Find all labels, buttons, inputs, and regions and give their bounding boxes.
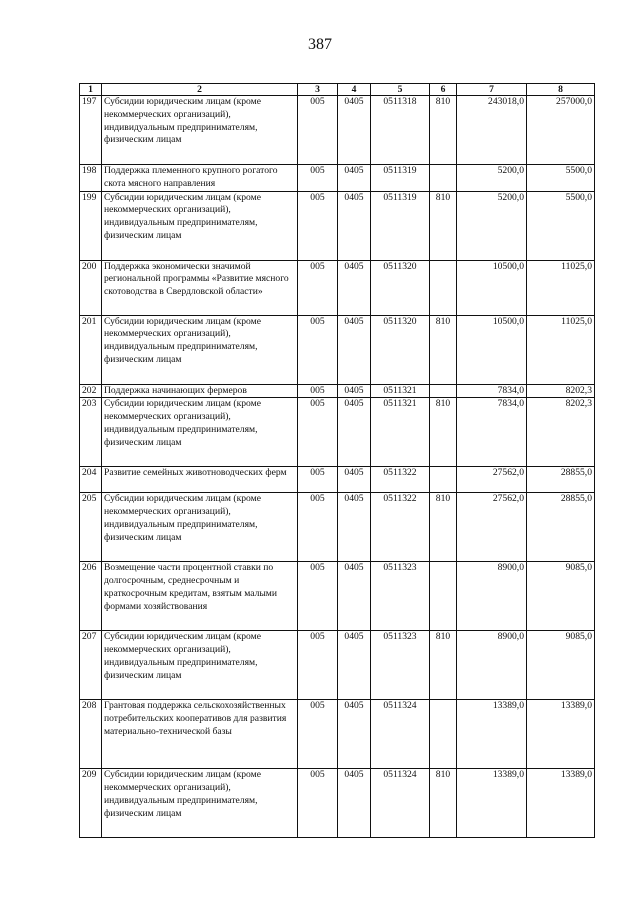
column-header: 1 bbox=[80, 84, 102, 96]
ministry-code: 005 bbox=[298, 315, 338, 384]
amount-year-1: 10500,0 bbox=[457, 260, 527, 315]
row-number: 203 bbox=[80, 398, 102, 467]
row-number: 201 bbox=[80, 315, 102, 384]
target-article-code: 0511318 bbox=[371, 96, 430, 165]
amount-year-1: 27562,0 bbox=[457, 467, 527, 493]
header-row bbox=[80, 84, 595, 96]
table-row bbox=[80, 191, 595, 260]
amount-year-1: 5200,0 bbox=[457, 165, 527, 192]
row-name: Субсидии юридическим лицам (кроме некоммерческих организаций), индивидуальным предпринимателям, физическим лицам bbox=[102, 769, 298, 838]
ministry-code: 005 bbox=[298, 398, 338, 467]
amount-year-2: 5500,0 bbox=[527, 191, 595, 260]
amount-year-2: 9085,0 bbox=[527, 562, 595, 631]
row-name: Грантовая поддержка сельскохозяйственных потребительских кооперативов для развития материально-технической базы bbox=[102, 700, 298, 769]
target-article-code: 0511319 bbox=[371, 165, 430, 192]
amount-year-2: 13389,0 bbox=[527, 700, 595, 769]
expense-type-code: 810 bbox=[430, 191, 457, 260]
target-article-code: 0511324 bbox=[371, 769, 430, 838]
amount-year-2: 257000,0 bbox=[527, 96, 595, 165]
target-article-code: 0511321 bbox=[371, 384, 430, 398]
amount-year-1: 13389,0 bbox=[457, 769, 527, 838]
table-row bbox=[80, 631, 595, 700]
ministry-code: 005 bbox=[298, 191, 338, 260]
row-name: Субсидии юридическим лицам (кроме некоммерческих организаций), индивидуальным предпринимателям, физическим лицам bbox=[102, 398, 298, 467]
expense-type-code bbox=[430, 384, 457, 398]
row-number: 200 bbox=[80, 260, 102, 315]
amount-year-1: 27562,0 bbox=[457, 493, 527, 562]
ministry-code: 005 bbox=[298, 562, 338, 631]
row-number: 205 bbox=[80, 493, 102, 562]
table-row bbox=[80, 260, 595, 315]
amount-year-2: 11025,0 bbox=[527, 260, 595, 315]
ministry-code: 005 bbox=[298, 493, 338, 562]
row-number: 206 bbox=[80, 562, 102, 631]
amount-year-1: 13389,0 bbox=[457, 700, 527, 769]
row-name: Поддержка племенного крупного рогатого скота мясного направления bbox=[102, 165, 298, 192]
section-code: 0405 bbox=[338, 260, 371, 315]
ministry-code: 005 bbox=[298, 631, 338, 700]
page-number: 387 bbox=[308, 36, 332, 53]
column-header: 6 bbox=[430, 84, 457, 96]
ministry-code: 005 bbox=[298, 96, 338, 165]
target-article-code: 0511320 bbox=[371, 315, 430, 384]
column-header: 2 bbox=[102, 84, 298, 96]
expense-type-code: 810 bbox=[430, 493, 457, 562]
table-body bbox=[80, 96, 595, 838]
amount-year-2: 28855,0 bbox=[527, 493, 595, 562]
section-code: 0405 bbox=[338, 165, 371, 192]
target-article-code: 0511320 bbox=[371, 260, 430, 315]
row-name: Субсидии юридическим лицам (кроме некоммерческих организаций), индивидуальным предпринимателям, физическим лицам bbox=[102, 493, 298, 562]
amount-year-2: 11025,0 bbox=[527, 315, 595, 384]
row-number: 199 bbox=[80, 191, 102, 260]
row-number: 207 bbox=[80, 631, 102, 700]
amount-year-1: 8900,0 bbox=[457, 562, 527, 631]
ministry-code: 005 bbox=[298, 700, 338, 769]
table-row bbox=[80, 384, 595, 398]
section-code: 0405 bbox=[338, 398, 371, 467]
ministry-code: 005 bbox=[298, 165, 338, 192]
budget-table bbox=[79, 83, 595, 838]
section-code: 0405 bbox=[338, 493, 371, 562]
section-code: 0405 bbox=[338, 384, 371, 398]
table-row bbox=[80, 96, 595, 165]
amount-year-1: 243018,0 bbox=[457, 96, 527, 165]
ministry-code: 005 bbox=[298, 384, 338, 398]
expense-type-code: 810 bbox=[430, 769, 457, 838]
amount-year-1: 10500,0 bbox=[457, 315, 527, 384]
section-code: 0405 bbox=[338, 631, 371, 700]
table-row bbox=[80, 493, 595, 562]
row-number: 198 bbox=[80, 165, 102, 192]
section-code: 0405 bbox=[338, 315, 371, 384]
section-code: 0405 bbox=[338, 96, 371, 165]
row-number: 204 bbox=[80, 467, 102, 493]
section-code: 0405 bbox=[338, 467, 371, 493]
row-name: Поддержка экономически значимой региональной программы «Развитие мясного скотоводства в Свердловской области» bbox=[102, 260, 298, 315]
target-article-code: 0511323 bbox=[371, 562, 430, 631]
table-row bbox=[80, 467, 595, 493]
table-row bbox=[80, 398, 595, 467]
amount-year-1: 5200,0 bbox=[457, 191, 527, 260]
row-number: 209 bbox=[80, 769, 102, 838]
amount-year-1: 8900,0 bbox=[457, 631, 527, 700]
expense-type-code bbox=[430, 562, 457, 631]
amount-year-2: 8202,3 bbox=[527, 384, 595, 398]
amount-year-2: 9085,0 bbox=[527, 631, 595, 700]
column-header: 8 bbox=[527, 84, 595, 96]
row-name: Субсидии юридическим лицам (кроме некоммерческих организаций), индивидуальным предпринимателям, физическим лицам bbox=[102, 191, 298, 260]
table-row bbox=[80, 700, 595, 769]
amount-year-2: 5500,0 bbox=[527, 165, 595, 192]
section-code: 0405 bbox=[338, 191, 371, 260]
expense-type-code bbox=[430, 165, 457, 192]
table-row bbox=[80, 562, 595, 631]
expense-type-code: 810 bbox=[430, 315, 457, 384]
target-article-code: 0511323 bbox=[371, 631, 430, 700]
target-article-code: 0511322 bbox=[371, 493, 430, 562]
table-row bbox=[80, 165, 595, 192]
target-article-code: 0511322 bbox=[371, 467, 430, 493]
amount-year-2: 28855,0 bbox=[527, 467, 595, 493]
amount-year-1: 7834,0 bbox=[457, 398, 527, 467]
ministry-code: 005 bbox=[298, 467, 338, 493]
row-name: Субсидии юридическим лицам (кроме некоммерческих организаций), индивидуальным предпринимателям, физическим лицам bbox=[102, 96, 298, 165]
row-name: Субсидии юридическим лицам (кроме некоммерческих организаций), индивидуальным предпринимателям, физическим лицам bbox=[102, 315, 298, 384]
amount-year-2: 8202,3 bbox=[527, 398, 595, 467]
table-row bbox=[80, 315, 595, 384]
target-article-code: 0511321 bbox=[371, 398, 430, 467]
section-code: 0405 bbox=[338, 769, 371, 838]
amount-year-2: 13389,0 bbox=[527, 769, 595, 838]
ministry-code: 005 bbox=[298, 260, 338, 315]
section-code: 0405 bbox=[338, 562, 371, 631]
expense-type-code bbox=[430, 700, 457, 769]
row-name: Поддержка начинающих фермеров bbox=[102, 384, 298, 398]
table-row bbox=[80, 769, 595, 838]
ministry-code: 005 bbox=[298, 769, 338, 838]
target-article-code: 0511319 bbox=[371, 191, 430, 260]
column-header: 3 bbox=[298, 84, 338, 96]
expense-type-code: 810 bbox=[430, 398, 457, 467]
row-name: Возмещение части процентной ставки по долгосрочным, среднесрочным и краткосрочным кредитам, взятым малыми формами хозяйствования bbox=[102, 562, 298, 631]
row-name: Субсидии юридическим лицам (кроме некоммерческих организаций), индивидуальным предпринимателям, физическим лицам bbox=[102, 631, 298, 700]
expense-type-code: 810 bbox=[430, 631, 457, 700]
row-number: 197 bbox=[80, 96, 102, 165]
expense-type-code bbox=[430, 467, 457, 493]
section-code: 0405 bbox=[338, 700, 371, 769]
column-header: 4 bbox=[338, 84, 371, 96]
column-header: 5 bbox=[371, 84, 430, 96]
row-name: Развитие семейных животноводческих ферм bbox=[102, 467, 298, 493]
row-number: 202 bbox=[80, 384, 102, 398]
target-article-code: 0511324 bbox=[371, 700, 430, 769]
amount-year-1: 7834,0 bbox=[457, 384, 527, 398]
row-number: 208 bbox=[80, 700, 102, 769]
expense-type-code bbox=[430, 260, 457, 315]
expense-type-code: 810 bbox=[430, 96, 457, 165]
column-header: 7 bbox=[457, 84, 527, 96]
